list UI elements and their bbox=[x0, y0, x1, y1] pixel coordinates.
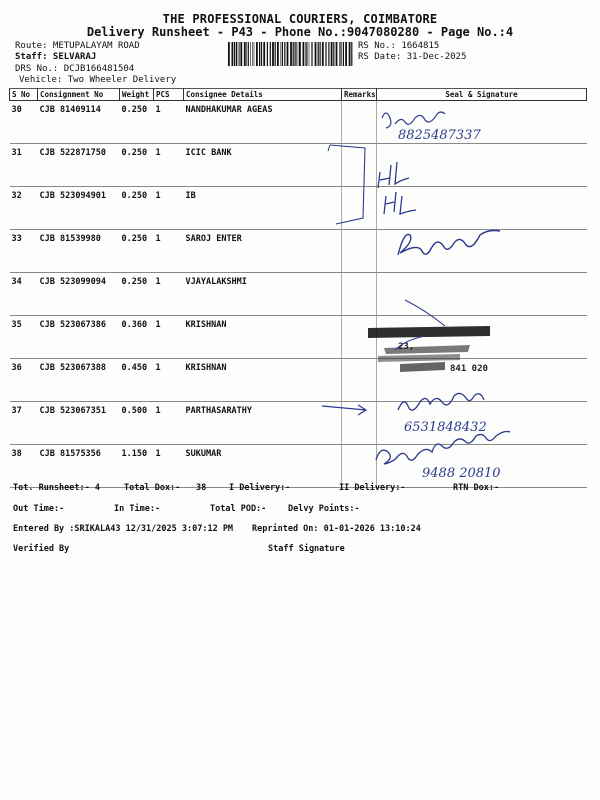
cell-consignee: IB bbox=[184, 187, 342, 230]
col-consignment-no: Consignment No bbox=[38, 89, 120, 101]
cell-sno: 35 bbox=[10, 316, 38, 359]
staff-label: Staff: SELVARAJ bbox=[15, 52, 97, 62]
cell-pcs: 1 bbox=[154, 359, 184, 402]
cell-consignee: ICIC BANK bbox=[184, 144, 342, 187]
col-seal-signature: Seal & Signature bbox=[377, 89, 587, 101]
signature-phone: 6531848432 bbox=[404, 420, 487, 435]
cell-pcs: 1 bbox=[154, 316, 184, 359]
tot-runsheet: Tot. Runsheet:- 4 bbox=[13, 483, 100, 493]
total-dox-value: 38 bbox=[196, 483, 207, 493]
cell-sno: 38 bbox=[10, 445, 38, 488]
col-remarks: Remarks bbox=[342, 89, 377, 101]
total-pod: Total POD:- bbox=[210, 504, 267, 514]
stamp-smudge bbox=[368, 326, 490, 338]
cell-weight: 0.250 bbox=[120, 187, 154, 230]
cell-sno: 31 bbox=[10, 144, 38, 187]
cell-cno: CJB 523067388 bbox=[38, 359, 120, 402]
signature-phone: 9488 20810 bbox=[422, 466, 501, 481]
col-pcs: PCS bbox=[154, 89, 184, 101]
total-dox-label: Total Dox:- bbox=[124, 483, 181, 493]
in-time: In Time:- bbox=[114, 504, 161, 514]
cell-cno: CJB 81539980 bbox=[38, 230, 120, 273]
cell-weight: 0.250 bbox=[120, 230, 154, 273]
cell-sno: 36 bbox=[10, 359, 38, 402]
cell-pcs: 1 bbox=[154, 273, 184, 316]
cell-consignee: KRISHNAN bbox=[184, 359, 342, 402]
stamp-smudge bbox=[400, 362, 445, 372]
cell-cno: CJB 523067386 bbox=[38, 316, 120, 359]
verified-by: Verified By bbox=[13, 544, 70, 554]
cell-cno: CJB 81575356 bbox=[38, 445, 120, 488]
i-delivery: I Delivery:- bbox=[229, 483, 291, 493]
arrow-mark bbox=[328, 145, 330, 151]
cell-weight: 0.360 bbox=[120, 316, 154, 359]
rtn-dox: RTN Dox:- bbox=[453, 483, 500, 493]
route-label: Route: METUPALAYAM ROAD bbox=[15, 41, 140, 51]
cell-weight: 0.250 bbox=[120, 144, 154, 187]
cell-cno: CJB 523067351 bbox=[38, 402, 120, 445]
bracket-mark bbox=[330, 145, 365, 224]
reprinted-on: Reprinted On: 01-01-2026 13:10:24 bbox=[252, 524, 421, 534]
cell-consignee: PARTHASARATHY bbox=[184, 402, 342, 445]
col-weight: Weight bbox=[120, 89, 154, 101]
signature-scribble bbox=[384, 192, 416, 214]
col-consignee: Consignee Details bbox=[184, 89, 342, 101]
vehicle-label: Vehicle: Two Wheeler Delivery bbox=[19, 75, 177, 85]
signature-scribble bbox=[378, 162, 409, 188]
signature-phone: 8825487337 bbox=[398, 128, 481, 143]
rs-date: RS Date: 31-Dec-2025 bbox=[358, 52, 467, 62]
rs-number: RS No.: 1664815 bbox=[358, 41, 440, 51]
runsheet-subtitle: Delivery Runsheet - P43 - Phone No.:9047080280 - Page No.:4 bbox=[86, 25, 514, 39]
signature-scribble bbox=[382, 112, 445, 128]
ii-delivery: II Delivery:- bbox=[339, 483, 406, 493]
stamp-number: 23, bbox=[398, 342, 415, 352]
entered-by: Entered By :SRIKALA43 12/31/2025 3:07:12 PM bbox=[13, 524, 234, 534]
signature-scribble bbox=[398, 231, 500, 256]
cell-sno: 32 bbox=[10, 187, 38, 230]
cell-cno: CJB 523099094 bbox=[38, 273, 120, 316]
stamp-smudge bbox=[378, 354, 460, 362]
out-time: Out Time:- bbox=[13, 504, 65, 514]
cell-cno: CJB 522871750 bbox=[38, 144, 120, 187]
staff-signature: Staff Signature bbox=[268, 544, 345, 554]
col-sno: S No bbox=[10, 89, 38, 101]
cell-pcs: 1 bbox=[154, 187, 184, 230]
cell-sno: 34 bbox=[10, 273, 38, 316]
cell-pcs: 1 bbox=[154, 402, 184, 445]
stamp-smudge bbox=[384, 345, 470, 354]
delvy-points: Delvy Points:- bbox=[288, 504, 360, 514]
cell-sno: 37 bbox=[10, 402, 38, 445]
cell-sno: 33 bbox=[10, 230, 38, 273]
cell-cno: CJB 81409114 bbox=[38, 101, 120, 144]
cell-sno: 30 bbox=[10, 101, 38, 144]
cell-pcs: 1 bbox=[154, 101, 184, 144]
cell-consignee: SAROJ ENTER bbox=[184, 230, 342, 273]
cell-pcs: 1 bbox=[154, 445, 184, 488]
cell-consignee: KRISHNAN bbox=[184, 316, 342, 359]
cell-consignee: SUKUMAR bbox=[184, 445, 342, 488]
cell-weight: 0.500 bbox=[120, 402, 154, 445]
cell-pcs: 1 bbox=[154, 144, 184, 187]
cell-weight: 0.450 bbox=[120, 359, 154, 402]
signature-scribble bbox=[398, 393, 484, 410]
company-title: THE PROFESSIONAL COURIERS, COIMBATORE bbox=[162, 12, 438, 26]
cell-weight: 0.250 bbox=[120, 273, 154, 316]
cell-consignee: VJAYALAKSHMI bbox=[184, 273, 342, 316]
drs-number: DRS No.: DCJB166481504 bbox=[15, 64, 135, 74]
stamp-phone: 841 020 bbox=[450, 364, 488, 374]
cell-consignee: NANDHAKUMAR AGEAS bbox=[184, 101, 342, 144]
cell-cno: CJB 523094901 bbox=[38, 187, 120, 230]
cell-weight: 1.150 bbox=[120, 445, 154, 488]
cell-weight: 0.250 bbox=[120, 101, 154, 144]
cell-pcs: 1 bbox=[154, 230, 184, 273]
signature-scribble bbox=[376, 432, 510, 465]
arrow-mark bbox=[322, 405, 366, 415]
